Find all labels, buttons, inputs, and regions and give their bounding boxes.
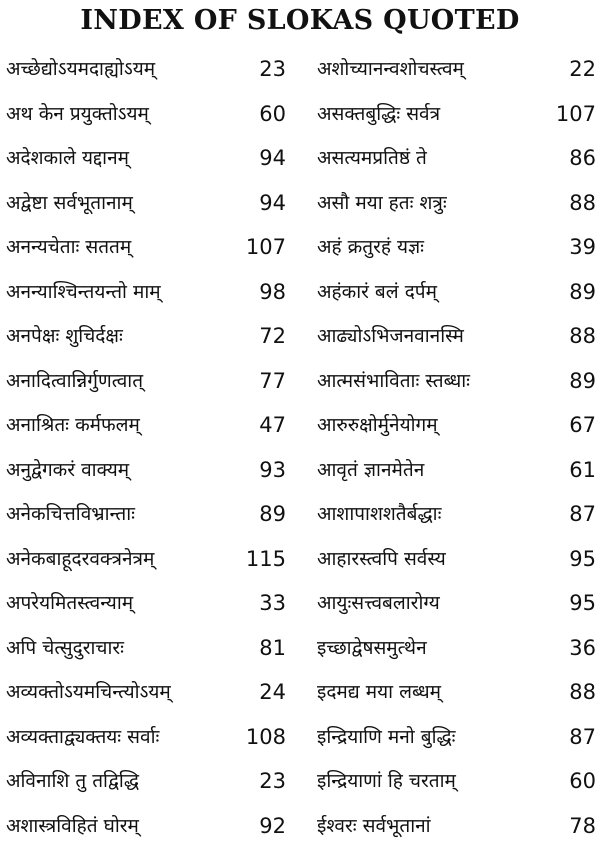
page-number: 89 (259, 500, 286, 528)
page-number: 23 (259, 767, 286, 795)
sloka-text: अपि चेत्सुदुराचारः (6, 634, 124, 662)
index-entry (0, 273, 300, 318)
index-entry (311, 451, 600, 496)
index-entry (0, 95, 300, 140)
index-entry (0, 317, 300, 362)
sloka-text: ईश्वरः सर्वभूतानां (317, 812, 431, 840)
page-number: 22 (569, 55, 596, 83)
page-number: 39 (569, 233, 596, 261)
page-number: 94 (259, 189, 286, 217)
page-number: 67 (569, 411, 596, 439)
index-entry (0, 139, 300, 184)
sloka-text: अनन्यचेताः सततम् (6, 233, 131, 261)
sloka-text: अव्यक्ताद्व्यक्तयः सर्वाः (6, 723, 159, 751)
page-number: 47 (259, 411, 286, 439)
index-entry (311, 184, 600, 229)
page-number: 87 (569, 500, 596, 528)
sloka-text: अहंकारं बलं दर्पम् (317, 278, 437, 306)
page-number: 95 (569, 589, 596, 617)
sloka-text: अहं क्रतुरहं यज्ञः (317, 233, 424, 261)
sloka-text: आवृतं ज्ञानमेतेन (317, 456, 424, 484)
page-number: 89 (569, 278, 596, 306)
sloka-text: अपरेयमितस्त्वन्याम् (6, 589, 133, 617)
page-number: 86 (569, 144, 596, 172)
index-entry (311, 228, 600, 273)
page-number: 87 (569, 723, 596, 751)
page-number: 88 (569, 322, 596, 350)
page-number: 77 (259, 367, 286, 395)
sloka-text: अदेशकाले यद्दानम् (6, 144, 129, 172)
sloka-text: इदमद्य मया लब्धम् (317, 678, 441, 706)
index-entry (311, 584, 600, 629)
index-entry (311, 673, 600, 718)
index-entry (0, 362, 300, 407)
index-entry (0, 406, 300, 451)
sloka-text: अशोच्यानन्वशोचस्त्वम् (317, 55, 464, 83)
page-number: 33 (259, 589, 286, 617)
page-number: 78 (569, 812, 596, 840)
sloka-text: इन्द्रियाणि मनो बुद्धिः (317, 723, 456, 751)
page-number: 72 (259, 322, 286, 350)
sloka-text: अनादित्वान्निर्गुणत्वात् (6, 367, 143, 395)
sloka-text: आहारस्त्वपि सर्वस्य (317, 545, 446, 573)
page-number: 61 (569, 456, 596, 484)
sloka-text: अविनाशि तु तद्विद्धि (6, 767, 139, 795)
page-title: INDEX OF SLOKAS QUOTED (0, 4, 600, 38)
index-entry (0, 673, 300, 718)
page-number: 36 (569, 634, 596, 662)
index-entry (0, 228, 300, 273)
index-entry (311, 95, 600, 140)
index-entry (0, 50, 300, 95)
sloka-text: आत्मसंभाविताः स्तब्धाः (317, 367, 470, 395)
page-number: 81 (259, 634, 286, 662)
page-number: 88 (569, 189, 596, 217)
index-entry (311, 495, 600, 540)
index-entry (311, 807, 600, 851)
sloka-text: आरुरुक्षोर्मुनेयोगम् (317, 411, 438, 439)
page-number: 98 (259, 278, 286, 306)
index-entry (0, 718, 300, 763)
index-entry (0, 540, 300, 585)
sloka-text: इच्छाद्वेषसमुत्थेन (317, 634, 427, 662)
sloka-text: अनाश्रितः कर्मफलम् (6, 411, 140, 439)
page-number: 24 (259, 678, 286, 706)
index-entry (311, 540, 600, 585)
page-number: 95 (569, 545, 596, 573)
index-entry (0, 184, 300, 229)
index-entry (0, 807, 300, 851)
sloka-text: आढ्योऽभिजनवानस्मि (317, 322, 464, 350)
index-entry (0, 629, 300, 674)
page-number: 88 (569, 678, 596, 706)
page-number: 92 (259, 812, 286, 840)
sloka-text: अनुद्वेगकरं वाक्यम् (6, 456, 129, 484)
page-number: 94 (259, 144, 286, 172)
index-entry (0, 495, 300, 540)
page-number: 107 (246, 233, 286, 261)
index-entry (311, 50, 600, 95)
index-entry (311, 362, 600, 407)
page-number: 108 (246, 723, 286, 751)
sloka-text: अच्छेद्योऽयमदाह्योऽयम् (6, 55, 155, 83)
sloka-text: अनपेक्षः शुचिर्दक्षः (6, 322, 123, 350)
page-number: 93 (259, 456, 286, 484)
page-number: 60 (259, 100, 286, 128)
index-entry (311, 317, 600, 362)
page-number: 60 (569, 767, 596, 795)
sloka-text: अव्यक्तोऽयमचिन्त्योऽयम् (6, 678, 171, 706)
sloka-text: अशास्त्रविहितं घोरम् (6, 812, 139, 840)
index-entry (311, 139, 600, 184)
index-entry (311, 406, 600, 451)
sloka-text: इन्द्रियाणां हि चरताम् (317, 767, 456, 795)
sloka-text: अद्वेष्टा सर्वभूतानाम् (6, 189, 133, 217)
left-index-column (0, 50, 300, 851)
index-entry (311, 762, 600, 807)
sloka-text: असक्तबुद्धिः सर्वत्र (317, 100, 440, 128)
page-number: 23 (259, 55, 286, 83)
index-entry (0, 762, 300, 807)
sloka-text: अनेकचित्तविभ्रान्ताः (6, 500, 135, 528)
sloka-text: आयुःसत्त्वबलारोग्य (317, 589, 440, 617)
page-number: 89 (569, 367, 596, 395)
sloka-text: अनन्याश्चिन्तयन्तो माम् (6, 278, 161, 306)
right-index-column (311, 50, 600, 851)
page-number: 115 (246, 545, 286, 573)
index-entry (0, 584, 300, 629)
index-entry (0, 451, 300, 496)
index-entry (311, 718, 600, 763)
index-entry (311, 629, 600, 674)
sloka-text: अनेकबाहूदरवक्त्रनेत्रम् (6, 545, 154, 573)
sloka-text: आशापाशशतैर्बद्धाः (317, 500, 441, 528)
sloka-text: असत्यमप्रतिष्ठं ते (317, 144, 427, 172)
sloka-text: असौ मया हतः शत्रुः (317, 189, 447, 217)
index-entry (311, 273, 600, 318)
page-number: 107 (556, 100, 596, 128)
sloka-text: अथ केन प्रयुक्तोऽयम् (6, 100, 149, 128)
